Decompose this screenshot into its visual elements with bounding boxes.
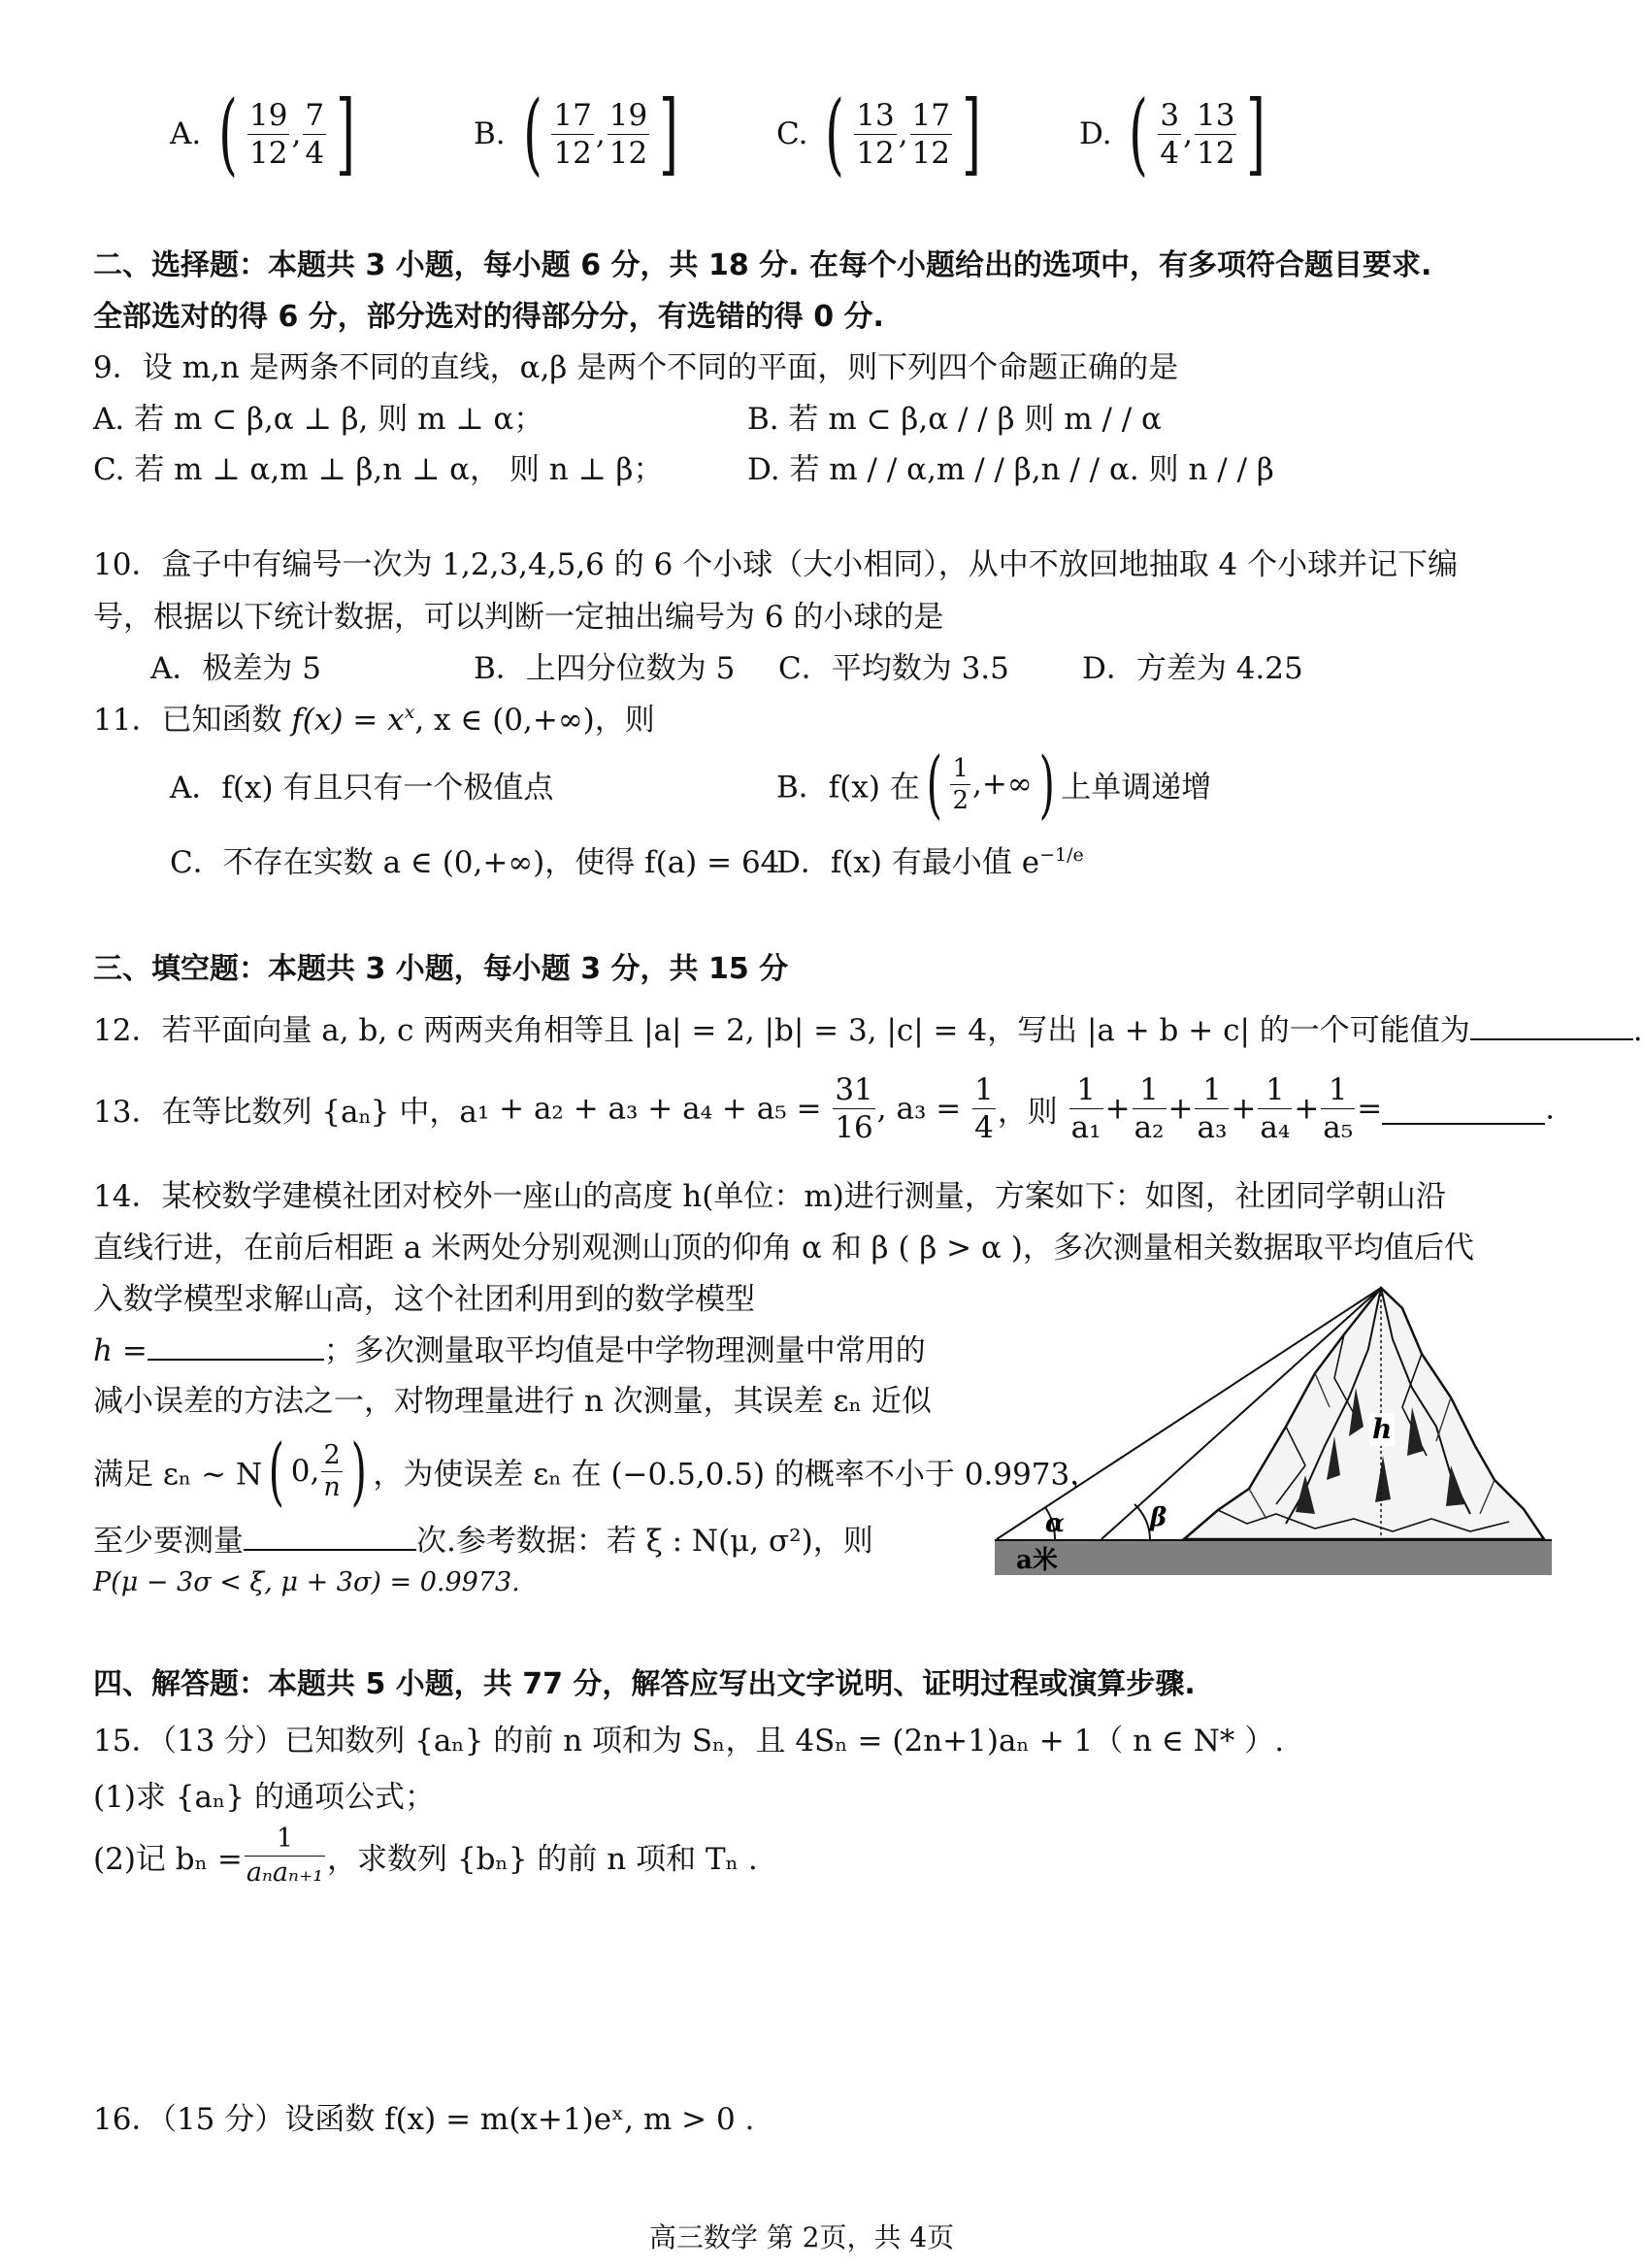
denominator: 12 xyxy=(249,135,288,171)
denominator: 12 xyxy=(608,135,648,171)
denominator: 12 xyxy=(1196,135,1235,171)
fraction xyxy=(608,97,649,172)
q11-option-a: A．f(x) 有且只有一个极值点 xyxy=(170,771,554,805)
mountain-figure xyxy=(995,1281,1558,1578)
q13-sum: ₁ + a₂ + a₃ + a₄ + a₅ = xyxy=(476,1091,822,1127)
option-label: A. xyxy=(170,116,202,151)
paren-open: ( xyxy=(218,82,238,185)
q16-stem: 16．（15 分）设函数 f(x) = m(x+1)eˣ, m > 0 . xyxy=(93,2102,755,2137)
bracket-close: ] xyxy=(962,82,981,185)
q8-option-a: A. ( $\frac{19}{12}$ , $\frac{7}{4}$ ] xyxy=(170,82,355,185)
numerator: 1 xyxy=(952,753,969,783)
answer-blank[interactable] xyxy=(1470,1009,1633,1040)
option-label: C. xyxy=(776,116,808,151)
numerator: 7 xyxy=(305,97,325,133)
q15-part2-text: (2)记 bₙ = xyxy=(93,1842,243,1877)
q11-option-d xyxy=(776,838,1084,881)
fraction xyxy=(972,1071,996,1146)
q8-option-d: D. ( $\frac{3}{4}$ , $\frac{13}{12}$ ] xyxy=(1079,82,1266,185)
q13-end: . xyxy=(1545,1091,1556,1127)
paren-close: ) xyxy=(1038,740,1055,827)
page-footer: 高三数学 第 2页，共 4页 xyxy=(648,2221,955,2253)
q8-option-b: B. ( $\frac{17}{12}$ , $\frac{19}{12}$ ] xyxy=(474,82,678,185)
denominator: n xyxy=(323,1471,341,1502)
h-label: h xyxy=(1372,1413,1393,1445)
numerator: 1 xyxy=(1069,1071,1103,1109)
q11-option-b xyxy=(776,740,1211,829)
q9-option-b: B. 若 m ⊂ β,α / / β 则 m / / α xyxy=(747,402,1162,437)
numerator: 1 xyxy=(1258,1071,1292,1109)
q14-arg: 0, xyxy=(290,1454,320,1489)
q14-line6 xyxy=(93,1427,1100,1516)
q10-stem-line1: 10．盒子中有编号一次为 1,2,3,4,5,6 的 6 个小球（大小相同），从中不放回地抽取 4 个小球并记下编 xyxy=(93,547,1459,582)
q10-stem-line2: 号，根据以下统计数据，可以判断一定抽出编号为 6 的小球的是 xyxy=(93,600,944,635)
q14-line2: 直线行进，在前后相距 a 米两处分别观测山顶的仰角 α 和 β ( β > α )，多次测量相关数据取平均值后代 xyxy=(93,1231,1474,1265)
numerator: 1 xyxy=(1195,1071,1229,1109)
q14-text: ；多次测量取平均值是中学物理测量中常用的 xyxy=(323,1333,926,1368)
bracket-close: ] xyxy=(1246,82,1266,185)
q13-text: 13．在等比数列 {a xyxy=(93,1095,359,1130)
section2-heading-line2: 全部选对的得 6 分，部分选对的得部分分，有选错的得 0 分. xyxy=(93,300,884,334)
fraction xyxy=(833,1071,874,1146)
q12-text: 12．若平面向量 a, b, c 两两夹角相等且 |a| = 2, |b| = 3, |c| = 4，写出 |a + b + c| 的一个可能值为 xyxy=(93,1013,1470,1048)
q14-text: 至少要测量 xyxy=(93,1524,244,1559)
fraction xyxy=(1069,1071,1103,1146)
paren-open: ( xyxy=(268,1428,285,1514)
fraction xyxy=(303,97,326,172)
denominator: 12 xyxy=(911,135,950,171)
denominator: 16 xyxy=(835,1110,873,1145)
q9-stem: 9．设 m,n 是两条不同的直线，α,β 是两个不同的平面，则下列四个命题正确的是 xyxy=(93,350,1179,385)
numerator: 3 xyxy=(1160,97,1180,133)
q11-stem xyxy=(93,695,655,739)
numerator: 13 xyxy=(1196,97,1235,133)
h-equals: h = xyxy=(93,1333,148,1368)
fraction xyxy=(1133,1071,1167,1146)
q10-option-d: D．方差为 4.25 xyxy=(1082,651,1303,686)
bracket-close: ] xyxy=(659,82,678,185)
q13-then: ，则 xyxy=(997,1095,1058,1130)
numerator: 1 xyxy=(1321,1071,1355,1109)
denominator: 4 xyxy=(974,1110,994,1145)
numerator: 19 xyxy=(249,97,288,133)
fraction xyxy=(245,1823,325,1890)
paren-open: ( xyxy=(825,82,845,185)
fraction xyxy=(910,97,952,172)
numerator: 2 xyxy=(321,1440,342,1472)
q14-text: ，为使误差 εₙ 在 (−0.5,0.5) 的概率不小于 0.9973， xyxy=(373,1457,1101,1493)
denominator: a₁ xyxy=(1070,1110,1101,1145)
option-b-tail: 上单调递增 xyxy=(1061,770,1212,805)
option-label: B. xyxy=(474,116,506,151)
stem-sup: x xyxy=(404,702,415,723)
fraction xyxy=(321,1440,342,1503)
fraction xyxy=(854,97,896,172)
q9-option-d: D. 若 m / / α,m / / β,n / / α. 则 n / / β xyxy=(747,452,1274,487)
paren-close: ) xyxy=(350,1428,367,1514)
q13-text: } 中，a xyxy=(370,1095,477,1130)
equals: = xyxy=(1357,1091,1383,1127)
answer-blank[interactable] xyxy=(148,1330,324,1361)
denominator: a₂ xyxy=(1134,1110,1165,1145)
denominator: a₄ xyxy=(1260,1110,1291,1145)
q14-line4 xyxy=(93,1326,926,1369)
q14-line1: 14．某校数学建模社团对校外一座山的高度 h(单位：m)进行测量，方案如下：如图，社团同学朝山沿 xyxy=(93,1179,1446,1214)
q14-line5: 减小误差的方法之一，对物理量进行 n 次测量，其误差 εₙ 近似 xyxy=(93,1384,932,1419)
q13-a3: , a₃ = xyxy=(876,1091,962,1127)
fraction xyxy=(551,97,593,172)
stem-text: 11．已知函数 xyxy=(93,703,292,738)
denominator: 4 xyxy=(1160,135,1180,171)
paren-open: ( xyxy=(522,82,542,185)
fraction xyxy=(247,97,289,172)
q15-part1: (1)求 {aₙ} 的通项公式； xyxy=(93,1780,435,1815)
q12-stem xyxy=(93,1005,1643,1049)
section4-heading: 四、解答题：本题共 5 小题，共 77 分，解答应写出文字说明、证明过程或演算步骤. xyxy=(93,1667,1196,1701)
q14-line8: P(μ − 3σ < ξ, μ + 3σ) = 0.9973. xyxy=(93,1567,520,1597)
q14-text: 次.参考数据：若 ξ : N(μ, σ²)，则 xyxy=(416,1524,873,1559)
q10-option-c: C．平均数为 3.5 xyxy=(778,651,1009,686)
fraction xyxy=(1321,1071,1355,1146)
fraction xyxy=(1258,1071,1292,1146)
q14-line7 xyxy=(93,1516,873,1560)
section3-heading: 三、填空题：本题共 3 小题，每小题 3 分，共 15 分 xyxy=(93,952,789,986)
mountain xyxy=(1184,1288,1544,1539)
denominator: aₙaₙ₊₁ xyxy=(246,1857,324,1888)
fraction xyxy=(1195,1071,1229,1146)
denominator: 4 xyxy=(305,135,325,171)
stem-math: f(x) = x xyxy=(291,703,405,738)
option-b-text: B．f(x) 在 xyxy=(776,770,920,805)
q15-part2-tail: ，求数列 {bₙ} 的前 n 项和 Tₙ . xyxy=(327,1842,758,1877)
bracket-close: ] xyxy=(336,82,355,185)
fraction xyxy=(1158,97,1181,172)
q14-text: 满足 εₙ ~ N xyxy=(93,1457,263,1493)
denominator: a₅ xyxy=(1323,1110,1354,1145)
denominator: a₃ xyxy=(1197,1110,1228,1145)
option-d-exp: −1/e xyxy=(1039,844,1084,866)
numerator: 19 xyxy=(608,97,648,133)
denominator: 12 xyxy=(856,135,895,171)
beta-label: β xyxy=(1150,1503,1167,1532)
interval-end: ,+∞ xyxy=(971,767,1033,802)
denominator: 2 xyxy=(952,785,969,815)
stem-text-end: , x ∈ (0,+∞)，则 xyxy=(414,703,655,738)
ground xyxy=(995,1540,1552,1575)
q15-part2 xyxy=(93,1823,758,1890)
q9-option-a: A. 若 m ⊂ β,α ⊥ β, 则 m ⊥ α； xyxy=(93,402,544,437)
paren-open: ( xyxy=(926,740,942,827)
numerator: 1 xyxy=(974,1072,994,1107)
q12-end: . xyxy=(1632,1013,1643,1048)
q13-stem: 13．在等比数列 $\{a_n\}$ 中，a₁ + a₂ + a₃ + a₄ + a₅ = $\frac{31}{16}$ , a₃ = $\frac{1}{4}$ ，则 $\frac{1}{\text{a₁}}$ + $\frac{1}{\text{a₂}}$ + $\frac{1}{\text{a₃}}$ + $\frac{1}{\text{a₄}}$ + $\frac{1}{\text{a₅}}$ = . xyxy=(93,1072,1556,1145)
q11-option-c: C．不存在实数 a ∈ (0,+∞)，使得 f(a) = 64 xyxy=(170,845,780,880)
q15-stem: 15．（13 分）已知数列 {aₙ} 的前 n 项和为 Sₙ，且 4Sₙ = (2n+1)aₙ + 1（ n ∈ N* ）. xyxy=(93,1724,1285,1759)
denominator: 12 xyxy=(553,135,592,171)
paren-open: ( xyxy=(1129,82,1149,185)
section2-heading-line1: 二、选择题：本题共 3 小题，每小题 6 分，共 18 分. 在每个小题给出的选项中，有多项符合题目要求. xyxy=(93,248,1432,282)
numerator: 17 xyxy=(911,97,950,133)
numerator: 13 xyxy=(856,97,895,133)
q8-option-c: C. ( $\frac{13}{12}$ , $\frac{17}{12}$ ] xyxy=(776,82,981,185)
q10-option-a: A．极差为 5 xyxy=(150,651,321,686)
alpha-label: α xyxy=(1045,1509,1066,1538)
answer-blank[interactable] xyxy=(244,1520,416,1551)
numerator: 31 xyxy=(835,1072,873,1107)
numerator: 1 xyxy=(1133,1071,1167,1109)
option-d-text: D．f(x) 有最小值 e xyxy=(776,845,1040,880)
answer-blank[interactable] xyxy=(1382,1094,1545,1125)
q9-option-c: C. 若 m ⊥ α,m ⊥ β,n ⊥ α， 则 n ⊥ β； xyxy=(93,452,664,487)
a-meter-label: a米 xyxy=(1016,1546,1058,1575)
numerator: 1 xyxy=(245,1823,325,1857)
fraction xyxy=(950,753,970,816)
q10-option-b: B．上四分位数为 5 xyxy=(474,651,736,686)
option-label: D. xyxy=(1079,116,1112,151)
q14-line3: 入数学模型求解山高，这个社团利用到的数学模型 xyxy=(93,1282,755,1317)
numerator: 17 xyxy=(553,97,592,133)
fraction xyxy=(1195,97,1236,172)
